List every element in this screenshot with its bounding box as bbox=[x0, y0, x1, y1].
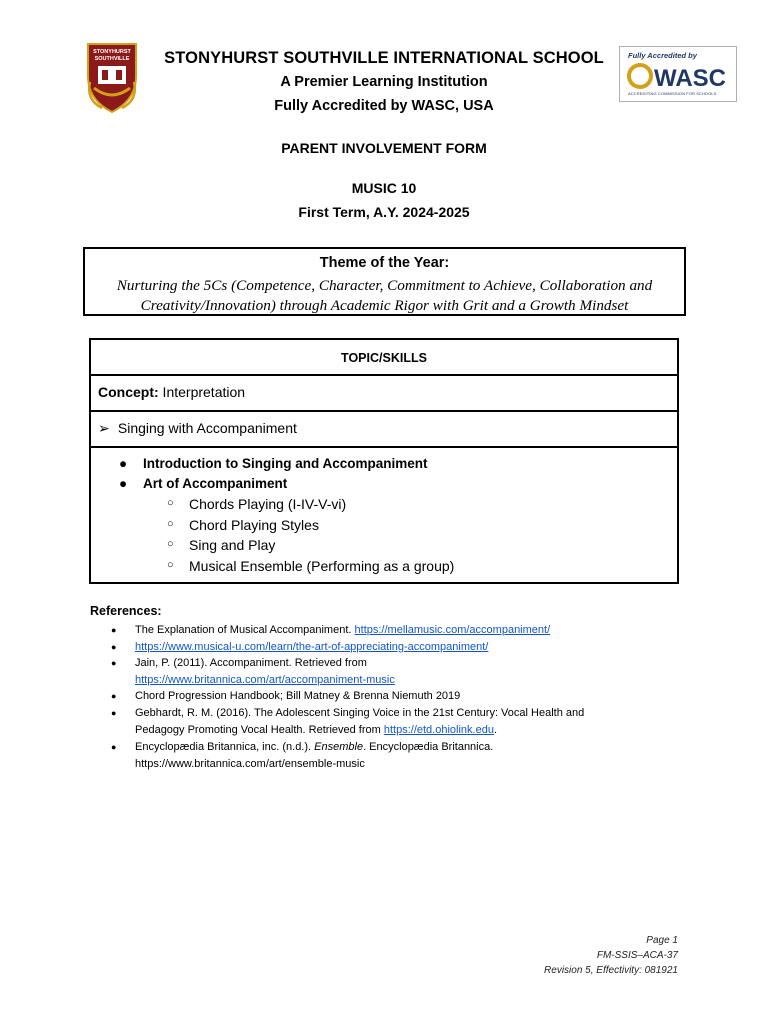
reference-period: . bbox=[493, 724, 497, 736]
school-crest-logo bbox=[84, 42, 140, 116]
form-title: PARENT INVOLVEMENT FORM bbox=[281, 140, 487, 156]
theme-line-1: Nurturing the 5Cs (Competence, Character, Commitment to Achieve, Collaboration and bbox=[116, 277, 653, 294]
reference-text bbox=[135, 639, 655, 656]
accreditation-line: Fully Accredited by WASC, USA bbox=[274, 98, 494, 114]
concept-value: Interpretation bbox=[158, 384, 246, 400]
reference-citation: Gebhardt, R. M. (2016). The Adolescent Singing Voice in the 21st Century: Vocal Health and bbox=[135, 707, 585, 719]
reference-text bbox=[135, 622, 655, 639]
concept-label: Concept: bbox=[98, 384, 159, 400]
reference-citation-cont: Pedagogy Promoting Vocal Health. Retrieved from bbox=[135, 724, 384, 736]
reference-text bbox=[135, 739, 655, 773]
concept-cell bbox=[98, 384, 245, 400]
bullet-icon: ● bbox=[111, 691, 117, 701]
circle-bullet-icon: ○ bbox=[167, 559, 174, 571]
topic-table-header-row bbox=[89, 338, 679, 376]
wasc-accreditation-badge bbox=[619, 46, 737, 102]
concept-row bbox=[89, 374, 679, 412]
skill-cell bbox=[98, 420, 297, 437]
sub-list-item-text: Chord Playing Styles bbox=[189, 517, 319, 533]
sub-list-item-text: Chords Playing (I-IV-V-vi) bbox=[189, 496, 347, 512]
reference-citation-cont: . Encyclopædia Britannica. bbox=[363, 741, 494, 753]
theme-of-the-year-box bbox=[83, 247, 686, 316]
svg-text:WASC: WASC bbox=[654, 65, 726, 91]
wasc-logo-icon bbox=[626, 61, 730, 91]
arrow-bullet-icon: ➢ bbox=[98, 420, 110, 436]
reference-title-italic: Ensemble bbox=[314, 741, 364, 753]
reference-link[interactable]: https://www.musical-u.com/learn/the-art-of-appreciating-accompaniment/ bbox=[135, 641, 489, 653]
bullet-icon: ● bbox=[111, 642, 117, 652]
list-item-text: Art of Accompaniment bbox=[143, 476, 288, 491]
reference-link[interactable]: https://www.britannica.com/art/accompaniment-music bbox=[135, 674, 395, 686]
form-code: FM-SSIS–ACA-37 bbox=[596, 950, 678, 961]
svg-text:SOUTHVILLE: SOUTHVILLE bbox=[94, 56, 130, 62]
revision-info: Revision 5, Effectivity: 081921 bbox=[544, 965, 678, 976]
term-title: First Term, A.Y. 2024-2025 bbox=[298, 204, 470, 220]
circle-bullet-icon: ○ bbox=[167, 518, 174, 530]
references-title: References: bbox=[90, 604, 162, 618]
reference-text: Chord Progression Handbook; Bill Matney & Brenna Niemuth 2019 bbox=[135, 690, 461, 702]
reference-text bbox=[135, 655, 655, 689]
circle-bullet-icon: ○ bbox=[167, 497, 174, 509]
page-number: Page 1 bbox=[646, 935, 678, 946]
reference-citation: Jain, P. (2011). Accompaniment. Retrieved from bbox=[135, 657, 367, 669]
subject-title: MUSIC 10 bbox=[351, 180, 417, 196]
reference-link[interactable]: https://etd.ohiolink.edu bbox=[383, 724, 494, 736]
skill-text: Singing with Accompaniment bbox=[117, 420, 297, 436]
reference-text bbox=[135, 705, 655, 739]
sub-list-item-text: Sing and Play bbox=[189, 537, 276, 553]
sub-list-item-text: Musical Ensemble (Performing as a group) bbox=[189, 558, 455, 574]
list-item-text: Introduction to Singing and Accompaniment bbox=[143, 456, 428, 471]
topic-table-header: TOPIC/SKILLS bbox=[341, 351, 427, 365]
school-name: STONYHURST SOUTHVILLE INTERNATIONAL SCHOOL bbox=[164, 49, 604, 67]
bullet-icon: ● bbox=[111, 708, 117, 718]
theme-text bbox=[91, 276, 678, 316]
bullet-icon: ● bbox=[111, 625, 117, 635]
wasc-badge-subtitle: ACCREDITING COMMISSION FOR SCHOOLS bbox=[628, 91, 717, 96]
school-tagline: A Premier Learning Institution bbox=[280, 74, 488, 90]
bullet-icon: ● bbox=[111, 742, 117, 752]
reference-url-text: https://www.britannica.com/art/ensemble-music bbox=[135, 758, 365, 770]
skill-row bbox=[89, 410, 679, 448]
svg-text:STONYHURST: STONYHURST bbox=[93, 49, 131, 55]
theme-line-2: Creativity/Innovation) through Academic Rigor with Grit and a Growth Mindset bbox=[140, 297, 629, 314]
theme-title: Theme of the Year: bbox=[319, 255, 450, 271]
wasc-badge-caption: Fully Accredited by bbox=[628, 51, 697, 60]
reference-citation: The Explanation of Musical Accompaniment. bbox=[135, 624, 355, 636]
reference-link[interactable]: https://mellamusic.com/accompaniment/ bbox=[354, 624, 551, 636]
reference-citation: Encyclopædia Britannica, inc. (n.d.). bbox=[135, 741, 315, 753]
circle-bullet-icon: ○ bbox=[167, 538, 174, 550]
topic-list-row bbox=[89, 446, 679, 584]
bullet-icon: ● bbox=[119, 476, 128, 491]
bullet-icon: ● bbox=[111, 658, 117, 668]
bullet-icon: ● bbox=[119, 456, 128, 471]
